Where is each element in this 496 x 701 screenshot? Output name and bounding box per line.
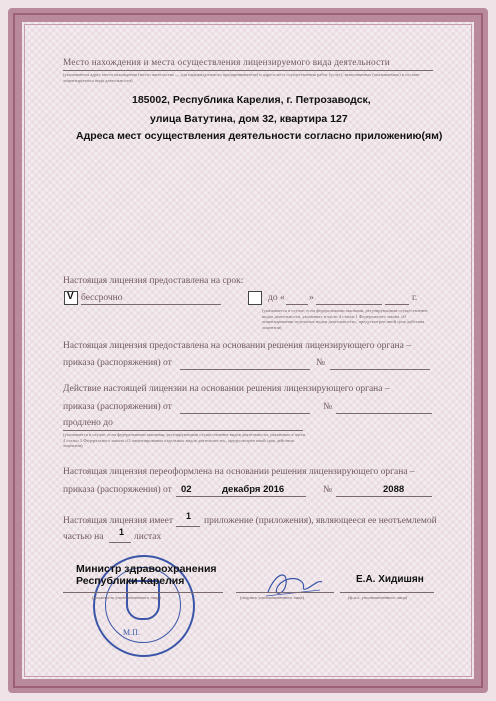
signature-line xyxy=(236,592,334,593)
divider xyxy=(63,70,433,71)
appendix-count-line xyxy=(176,526,200,527)
appendix-text-4: листах xyxy=(134,532,162,542)
until-mid: » xyxy=(309,293,314,303)
extended-until-line xyxy=(63,430,303,431)
reissued-day: 02 xyxy=(181,484,192,495)
reissued-num-line xyxy=(336,496,432,497)
divider xyxy=(81,304,221,305)
name-line xyxy=(340,592,434,593)
signatory-title-2: Республики Карелия xyxy=(76,575,185,587)
reissued-order: приказа (распоряжения) от xyxy=(63,485,172,495)
extended-order: приказа (распоряжения) от xyxy=(63,402,172,412)
reissued-month-year: декабря 2016 xyxy=(222,484,285,495)
granted-order: приказа (распоряжения) от xyxy=(63,358,172,368)
reissued-number: 2088 xyxy=(383,484,405,495)
year-line xyxy=(385,304,409,305)
appendix-text-3: частью на xyxy=(63,532,104,542)
indefinite-label: бессрочно xyxy=(81,293,123,303)
position-line xyxy=(63,592,223,593)
month-line xyxy=(316,304,382,305)
year-suffix: г. xyxy=(412,293,418,303)
extended-line: Действие настоящей лицензии на основании решения лицензирующего органа – xyxy=(63,384,390,394)
signatory-title-1: Министр здравоохранения xyxy=(76,563,217,575)
signatory-name: Е.А. Хидишян xyxy=(356,574,424,585)
extended-num-line xyxy=(336,413,432,414)
name-caption: (ф.и.о. уполномоченного лица) xyxy=(348,595,408,600)
granted-num-line xyxy=(330,369,430,370)
appendix-sheets: 1 xyxy=(119,527,125,537)
address-line-3: Адреса мест осуществления деятельности согласно приложению(ям) xyxy=(76,130,443,142)
location-note: (указываются адрес места нахождения (место жительства — для индивидуального предпринимателя) и адреса мест осуществления работ (услуг), выполняемых (оказываемых) в составе лицензируемого вида деятельности) xyxy=(63,72,420,83)
appendix-text-2: приложение (приложения), являющееся ее неотъемлемой xyxy=(204,516,437,526)
check-mark: V xyxy=(67,291,74,302)
location-heading: Место нахождения и места осуществления лицензируемого вида деятельности xyxy=(63,58,390,68)
signature-caption: (подпись уполномоченного лица) xyxy=(240,595,304,600)
extended-num-label: № xyxy=(323,402,333,412)
stamp-label: М.П. xyxy=(123,628,140,637)
reissued-date-line xyxy=(176,496,306,497)
appendix-sheets-line xyxy=(109,542,131,543)
appendix-text-1: Настоящая лицензия имеет xyxy=(63,516,174,526)
granted-date-line xyxy=(180,369,310,370)
reissued-line: Настоящая лицензия переоформлена на основании решения лицензирующего органа – xyxy=(63,467,415,477)
until-checkbox xyxy=(248,291,262,305)
extended-note: (указывается в случае, если федеральными законами, регулирующими осуществление видов деятельности, указанных в части 4 статьи 1 Федерального закона «О лицензировании отдельных видов деятельности», предусмотрен иной срок действия лицензии) xyxy=(63,432,306,448)
appendix-count: 1 xyxy=(186,511,192,521)
position-caption: (должность уполномоченного лица) xyxy=(92,595,161,600)
extended-until: продлено до xyxy=(63,418,113,428)
extended-date-line xyxy=(180,413,310,414)
term-note: (указывается в случае, если федеральными законами, регулирующими осуществление видов деятельности, указанных в части 4 статьи 1 Федерального закона «О лицензировании отдельных видов деятельности», предусмотрен иной срок действия лицензии) xyxy=(262,308,428,330)
address-line-2: улица Ватутина, дом 32, квартира 127 xyxy=(150,113,348,125)
indefinite-checkbox xyxy=(64,291,78,305)
reissued-num-label: № xyxy=(323,485,333,495)
granted-line: Настоящая лицензия предоставлена на основании решения лицензирующего органа – xyxy=(63,341,411,351)
day-line xyxy=(286,304,308,305)
address-line-1: 185002, Республика Карелия, г. Петрозаводск, xyxy=(132,94,371,106)
until-prefix: до « xyxy=(268,293,285,303)
granted-num-label: № xyxy=(316,358,326,368)
term-label: Настоящая лицензия предоставлена на срок: xyxy=(63,276,244,286)
